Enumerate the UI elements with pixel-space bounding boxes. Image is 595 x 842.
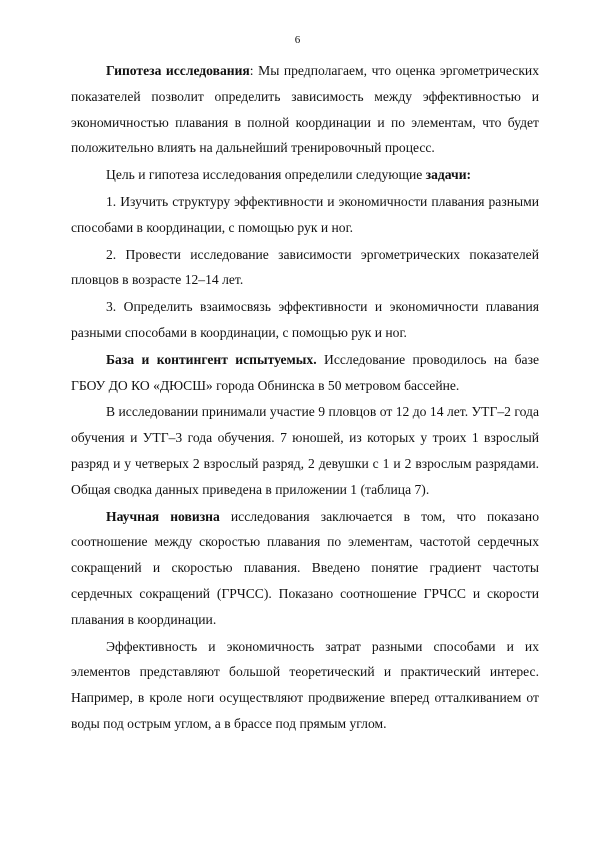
base-paragraph xyxy=(71,347,539,399)
hypothesis-paragraph xyxy=(71,58,539,161)
task-item-2: 2. Провести исследование зависимости эргометрических показателей пловцов в возрасте 12–14 лет. xyxy=(71,246,539,288)
hypothesis-text: : Мы предполагаем, что оценка эргометрических показателей позволит определить зависимость между эффективностью и экономичностью плавания в полной координации и по элементам, что будет положительно влиять на дальнейший тренировочный процесс. xyxy=(71,63,540,156)
novelty-heading: Научная новизна xyxy=(106,508,220,524)
novelty-text: исследования заключается в том, что показано соотношение между скоростью плавания по элементам, частотой сердечных сокращений и скоростью плавания. Введено понятие градиент частоты сердечных сокращений (ГРЧСС). Показано соотношение ГРЧСС и скорости плавания в координации. xyxy=(71,508,539,627)
hypothesis-heading: Гипотеза исследования xyxy=(106,63,250,78)
tasks-heading: задачи: xyxy=(425,167,472,183)
task-item-1: 1. Изучить структуру эффективности и экономичности плавания разными способами в координации, с помощью рук и ног. xyxy=(71,193,539,235)
participants-paragraph: В исследовании принимали участие 9 пловцов от 12 до 14 лет. УТГ–2 года обучения и УТГ–3 года обучения. 7 юношей, из которых у троих 1 взрослый разряд и у четверых 2 взрослый разряд, 2 девушки с 1 и 2 взрослым разрядами. Общая сводка данных приведена в приложении 1 (таблица 7). xyxy=(71,404,539,497)
efficiency-paragraph: Эффективность и экономичность затрат разными способами и их элементов представляют большой теоретический и практический интерес. Например, в кроле ноги осуществляют продвижение вперед отталкиванием от воды под острым углом, а в брассе под прямым углом. xyxy=(71,638,539,731)
document-body xyxy=(71,58,539,737)
novelty-paragraph xyxy=(71,504,539,633)
page-number: 6 xyxy=(294,34,301,46)
base-text: Исследование проводилось на базе ГБОУ ДО КО «ДЮСШ» города Обнинска в 50 метровом бассейне. xyxy=(71,351,539,393)
tasks-intro-text: Цель и гипотеза исследования определили следующие xyxy=(106,167,426,183)
base-heading: База и контингент испытуемых. xyxy=(106,351,317,367)
tasks-intro-paragraph xyxy=(71,162,539,188)
task-item-3: 3. Определить взаимосвязь эффективности и экономичности плавания разными способами в координации, с помощью рук и ног. xyxy=(71,299,539,340)
